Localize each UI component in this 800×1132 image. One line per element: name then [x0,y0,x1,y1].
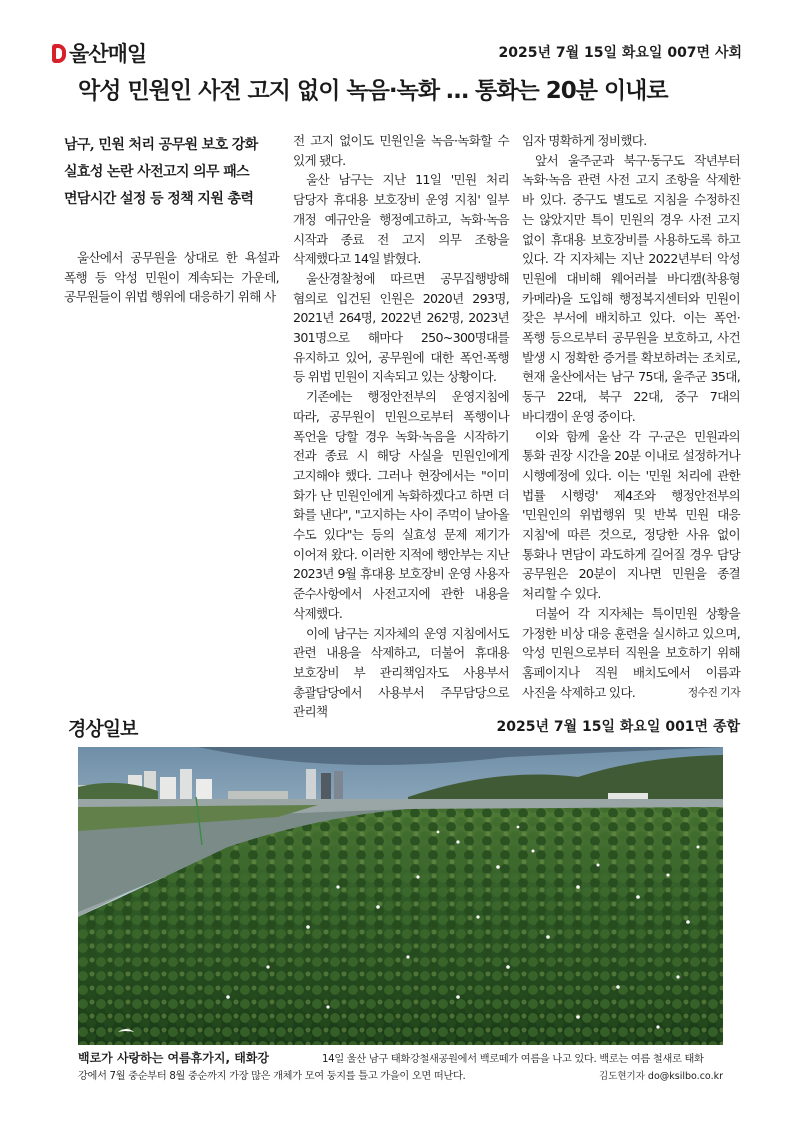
paragraph: 앞서 울주군과 북구·동구도 작년부터 녹화·녹음 관련 사전 고지 조항을 삭제한 바 있다. 중구도 별도로 지침을 수정하진 는 않았지만 특이 민원의 경우 사전 고지 없이 휴대용 보호장비를 사용하도록 하고 있다. 각 지자체는 지난 2022년부터 악성 민원에 대비해 웨어러블 바디캠(착용형 카메라)을 도입해 행정복지센터와 민원이 잦은 부서에 배치하고 있다. 이는 폭언·폭행 등으로부터 공무원을 보호하고, 사건 발생 시 정확한 증거를 확보하려는 조치로, 현재 울산에서는 남구 75대, 울주군 35대, 동구 22대, 북구 22대, 중구 7대의 바디캠이 운영 중이다. [522,152,740,424]
subheading: 남구, 민원 처리 공무원 보호 강화 [64,137,258,153]
headline: 악성 민원인 사전 고지 없이 녹음·녹화 … 통화는 20분 이내로 [78,78,668,104]
paragraph: 임자 명확하게 정비했다. [522,133,647,148]
paragraph: 울산에서 공무원을 상대로 한 욕설과 폭행 등 악성 민원이 계속되는 가운데, 공무원들이 위법 행위에 대응하기 위해 사 [64,250,279,305]
egret-colony-photo [78,747,723,1045]
paragraph: 이에 남구는 지자체의 운영 지침에서도 관련 내용을 삭제하고, 더불어 휴대용 보호장비 부 관리책임자도 사용부서 총괄담당에서 사용부서 주무담당으로 관리책 [293,625,509,720]
reporter-byline: 정수진 기자 [687,686,740,700]
newspaper-name: 울산매일 [69,42,147,66]
article-column-2 [293,131,509,722]
subheading: 면담시간 설정 등 정책 지원 총력 [64,191,254,207]
paragraph: 이와 함께 울산 각 구·군은 민원과의 통화 권장 시간을 20분 이내로 설정하거나 시행예정에 있다. 이는 '민원 처리에 관한 법률 시행령' 제4조와 행정안전부의 '민원인의 위법행위 및 반복 민원 대응 지침'에 따른 것으로, 정당한 사유 없이 통화나 면담이 과도하게 길어질 경우 담당 공무원은 20분이 지나면 민원을 종결 처리할 수 있다. [522,428,740,602]
photo-caption-continued: 강에서 7월 중순부터 8월 중순까지 가장 많은 개체가 모여 둥지를 틀고 가을이 오면 떠난다. [78,1071,466,1082]
photographer-byline: 김도현기자 do@ksilbo.co.kr [599,1071,723,1082]
newspaper-name-2: 경상일보 [68,718,138,740]
paragraph: 울산 남구는 지난 11일 '민원 처리 담당자 휴대용 보호장비 운영 지침' 일부 개정 예규안을 행정예고하고, 녹화·녹음 시작과 종료 전 고지 의무 조항을 삭제했다고 14일 밝혔다. [293,172,509,267]
paragraph: 기존에는 행정안전부의 운영지침에 따라, 공무원이 민원으로부터 폭행이나 폭언을 당할 경우 녹화·녹음을 시작하기 전과 종료 시 해당 사실을 민원인에게 고지해야 했다. 그러나 현장에서는 "이미 화가 난 민원인에게 녹화하겠다고 하면 더 화를 낸다", "고지하는 사이 주먹이 날아올 수도 있다"는 등의 실효성 문제 제기가 이어져 왔다. 이러한 지적에 행안부는 지난 2023년 9월 휴대용 보호장비 운영 사용자 준수사항에서 사전고지에 관한 내용을 삭제했다. [293,389,509,621]
article-column-3 [522,131,740,703]
article-column-1 [64,248,279,307]
paragraph: 전 고지 없이도 민원인을 녹음·녹화할 수 있게 됐다. [293,133,509,168]
subheadings [64,132,274,213]
paragraph: 울산경찰청에 따르면 공무집행방해 혐의로 입건된 인원은 2020년 293명, 2021년 264명, 2022년 262명, 2023년 301명으로 해마다 250~300명대를 유지하고 있어, 공무원에 대한 폭언·폭행 등 위법 민원이 지속되고 있는 상황이다. [293,270,509,385]
subheading: 실효성 논란 사전고지 의무 패스 [64,164,250,180]
logo-mark-icon [52,44,66,63]
issue-date-2: 2025년 7월 15일 화요일 001면 종합 [496,719,740,735]
photo-caption-title: 백로가 사랑하는 여름휴가지, 태화강 [78,1051,269,1065]
newspaper-logo [52,38,146,68]
photo-caption: 14일 울산 남구 태화강철새공원에서 백로떼가 여름을 나고 있다. 백로는 여름 철새로 태화 [322,1054,704,1065]
issue-date: 2025년 7월 15일 화요일 007면 사회 [498,45,742,61]
paragraph: 더불어 각 지자체는 특이민원 상황을 가정한 비상 대응 훈련을 실시하고 있으며, 악성 민원으로부터 직원을 보호하기 위해 홈페이지나 직원 배치도에서 이름과 사진을 삭제하고 있다. [522,605,740,700]
